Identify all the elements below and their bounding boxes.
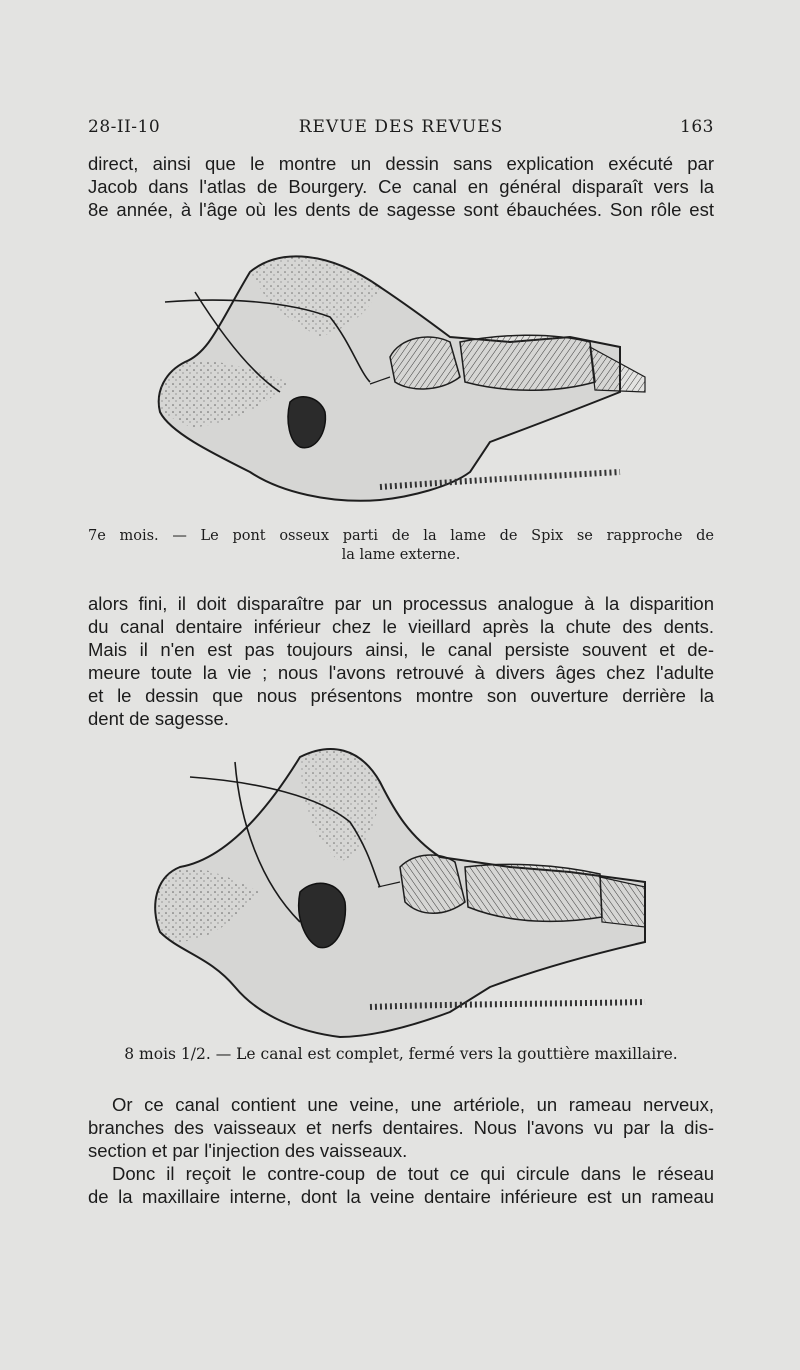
caption-line: la lame externe. bbox=[341, 547, 461, 563]
jaw-illustration-1 bbox=[150, 242, 660, 522]
text-line: Or ce canal contient une veine, une artériole, un rameau nerveux, bbox=[112, 1094, 714, 1115]
text-line: Jacob dans l'atlas de Bourgery. Ce canal en général disparaît vers la bbox=[88, 176, 714, 197]
paragraph-1 bbox=[88, 152, 714, 221]
text-line: de la maxillaire interne, dont la veine dentaire inférieure est un rameau bbox=[88, 1186, 714, 1207]
header-page-number: 163 bbox=[680, 117, 714, 137]
text-line: branches des vaisseaux et nerfs dentaires. Nous l'avons vu par la dis- bbox=[88, 1117, 714, 1138]
text-line: dent de sagesse. bbox=[88, 708, 229, 729]
text-line: du canal dentaire inférieur chez le vieillard après la chute des dents. bbox=[88, 616, 714, 637]
text-line: et le dessin que nous présentons montre son ouverture derrière la bbox=[88, 685, 714, 706]
text-line: alors fini, il doit disparaître par un processus analogue à la disparition bbox=[88, 593, 714, 614]
running-header bbox=[88, 117, 714, 141]
paragraph-4 bbox=[88, 1162, 714, 1208]
text-line: section et par l'injection des vaisseaux. bbox=[88, 1140, 408, 1161]
caption-line: 7e mois. — Le pont osseux parti de la lame de Spix se rapproche de bbox=[88, 528, 714, 544]
text-line: Donc il reçoit le contre-coup de tout ce qui circule dans le réseau bbox=[112, 1163, 714, 1184]
caption-line: 8 mois 1/2. — Le canal est complet, fermé vers la gouttière maxillaire. bbox=[124, 1045, 678, 1063]
jaw-illustration-2 bbox=[150, 742, 660, 1042]
paragraph-2 bbox=[88, 592, 714, 730]
header-journal-title: REVUE DES REVUES bbox=[298, 117, 504, 137]
figure-jaw-7-months bbox=[150, 242, 660, 522]
paragraph-3 bbox=[88, 1093, 714, 1162]
text-line: direct, ainsi que le montre un dessin sans explication exécuté par bbox=[88, 153, 714, 174]
figure-jaw-8-5-months bbox=[150, 742, 660, 1042]
header-date: 28-II-10 bbox=[88, 117, 161, 137]
text-line: meure toute la vie ; nous l'avons retrouvé à divers âges chez l'adulte bbox=[88, 662, 714, 683]
figure-caption-1 bbox=[88, 527, 714, 565]
text-line: Mais il n'en est pas toujours ainsi, le canal persiste souvent et de- bbox=[88, 639, 714, 660]
text-line: 8e année, à l'âge où les dents de sagesse sont ébauchées. Son rôle est bbox=[88, 199, 714, 220]
figure-caption-2 bbox=[88, 1045, 714, 1064]
